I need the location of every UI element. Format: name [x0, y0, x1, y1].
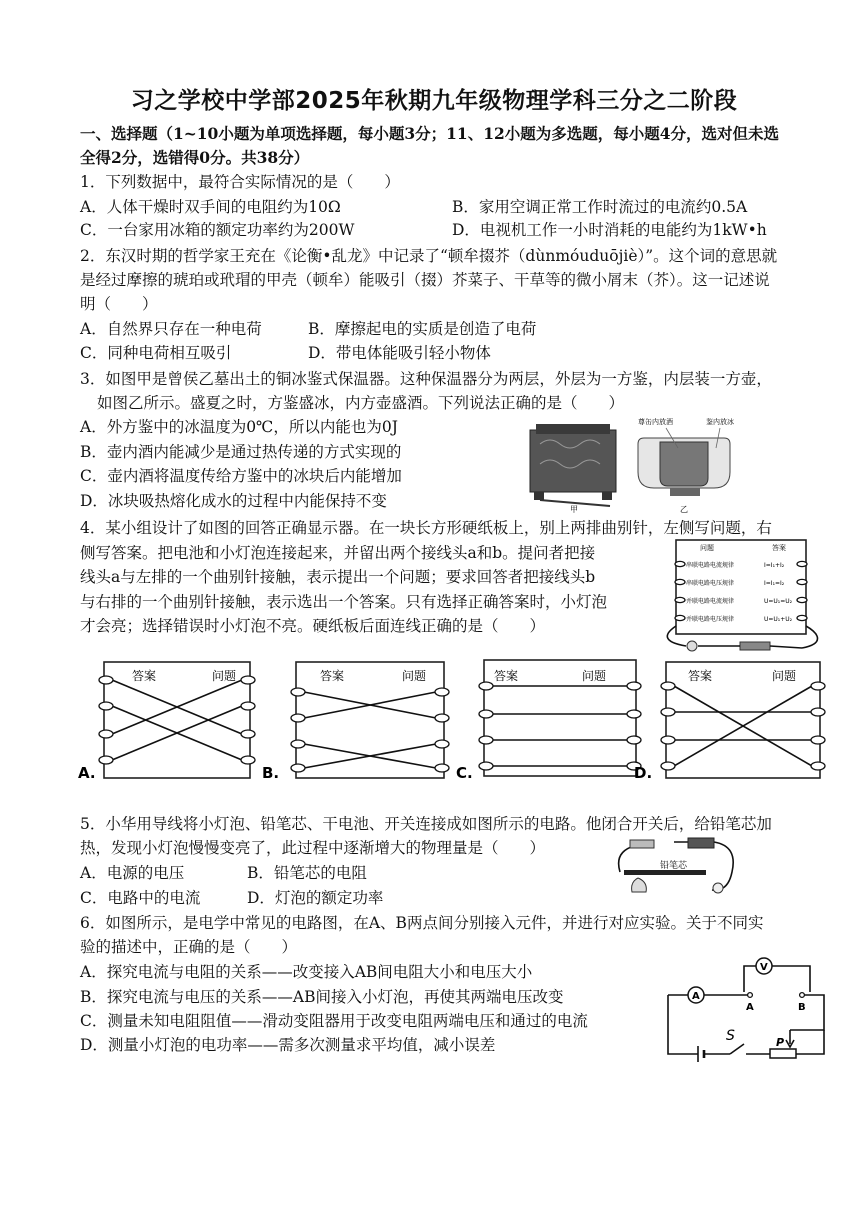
q4-answer-board	[660, 538, 840, 660]
q2-stem-line3: 明（ ）	[80, 295, 158, 313]
q4-stem-line3: 线头a与左排的一个曲别针接触，表示提出一个问题；要求回答者把接线头b	[80, 568, 596, 586]
board-question-4: 并联电路电压规律	[686, 616, 735, 623]
flame-icon	[632, 878, 647, 892]
left-clip-4	[291, 764, 305, 772]
q1-stem: 1．下列数据中，最符合实际情况的是（ ）	[80, 173, 400, 191]
bronze-vessel-photo	[530, 424, 616, 506]
answer-column-header: 答案	[320, 669, 345, 683]
q4-stem-line2: 侧写答案。把电池和小灯泡连接起来，并留出两个接线头a和b。提问者把接	[80, 544, 596, 562]
q5-figure	[604, 832, 744, 898]
right-clip-4	[241, 756, 255, 764]
board-answer-1: I=I₁+I₂	[764, 562, 785, 569]
page-title: 习之学校中学部2025年秋期九年级物理学科三分之二阶段	[130, 88, 738, 114]
right-clip-1	[435, 688, 449, 696]
left-clip-1	[99, 676, 113, 684]
right-clip-2	[241, 702, 255, 710]
left-clip-4	[479, 762, 493, 770]
right-clip-2	[811, 708, 825, 716]
right-clip-4	[811, 762, 825, 770]
q5-option-c: C．电路中的电流	[80, 889, 201, 907]
terminal-b	[800, 993, 805, 998]
question-column-header: 问题	[212, 669, 237, 683]
answer-column-header: 答案	[688, 669, 713, 683]
left-clip-2	[479, 710, 493, 718]
left-clip-3	[291, 740, 305, 748]
bulb-icon	[713, 883, 723, 893]
fig-note-ice: 鉴内放冰	[706, 418, 734, 426]
q3-option-c: C．壶内酒将温度传给方鉴中的冰块后内能增加	[80, 467, 402, 485]
switch-icon	[630, 840, 654, 848]
right-clip-4	[435, 764, 449, 772]
left-clip-3	[661, 736, 675, 744]
q4-stem-line1: 4．某小组设计了如图的回答正确显示器。在一块长方形硬纸板上，别上两排曲别针，左侧写问题，右	[80, 519, 772, 537]
answer-column-header: 答案	[132, 669, 157, 683]
question-column-header: 问题	[772, 669, 797, 683]
q2-option-b: B．摩擦起电的实质是创造了电荷	[308, 320, 537, 338]
voltmeter-label: V	[760, 962, 768, 973]
section-heading-cont: 全得2分，选错得0分。共38分）	[80, 148, 310, 167]
section-heading: 一、选择题（1~10小题为单项选择题，每小题3分；11、12小题为多选题，每小题4分，选对但未选	[80, 124, 780, 143]
right-clip-3	[797, 597, 807, 602]
q5-option-b: B．铅笔芯的电阻	[247, 864, 367, 882]
left-clip-4	[99, 756, 113, 764]
left-clip-2	[291, 714, 305, 722]
point-a-label: A	[746, 1002, 754, 1013]
board-answer-2: I=I₁=I₂	[764, 580, 785, 587]
question-column-header: 问题	[402, 669, 427, 683]
q5-stem-line2: 热，发现小灯泡慢慢变亮了，此过程中逐渐增大的物理量是（ ）	[80, 839, 546, 857]
q3-option-a: A．外方鉴中的冰温度为0℃，所以内能也为0J	[80, 418, 398, 436]
q1-option-d: D．电视机工作一小时消耗的电能约为1kW•h	[452, 221, 767, 239]
fig-label-yi: 乙	[680, 505, 688, 514]
q1-option-a: A．人体干燥时双手间的电阻约为10Ω	[80, 198, 341, 216]
q4-option-label-d: D.	[634, 764, 653, 782]
q6-stem-line1: 6．如图所示，是电学中常见的电路图，在A、B两点间分别接入元件，并进行对应实验。关于不同实	[80, 914, 764, 932]
q4-options	[0, 650, 868, 790]
vessel-cross-section	[638, 428, 730, 496]
q2-option-c: C．同种电荷相互吸引	[80, 344, 232, 362]
right-clip-3	[811, 736, 825, 744]
q2-option-a: A．自然界只存在一种电荷	[80, 320, 262, 338]
q2-stem-line1: 2．东汉时期的哲学家王充在《论衡•乱龙》中记录了“顿牟掇芥（dùnmóuduōjiè）”。这个词的意思就	[80, 247, 778, 265]
q2-option-d: D．带电体能吸引轻小物体	[308, 344, 491, 362]
slider-label: P	[776, 1036, 785, 1049]
left-clip-3	[99, 730, 113, 738]
left-clip-3	[675, 597, 685, 602]
left-clip-4	[675, 615, 685, 620]
right-clip-1	[797, 561, 807, 566]
q4-option-c-diagram	[456, 660, 641, 782]
left-clip-3	[479, 736, 493, 744]
board-question-3: 并联电路电流规律	[686, 598, 735, 605]
fig-note-wine: 尊缶内放酒	[638, 418, 673, 426]
right-clip-4	[797, 615, 807, 620]
left-clip-2	[99, 702, 113, 710]
q1-option-b: B．家用空调正常工作时流过的电流约0.5A	[452, 198, 748, 216]
q2-stem-line2: 是经过摩擦的琥珀或玳瑁的甲壳（顿牟）能吸引（掇）芥菜子、干草等的微小屑末（芥）。这一记述说	[80, 271, 770, 289]
q4-option-b-diagram	[262, 662, 449, 782]
q4-stem-line5: 才会亮；选择错误时小灯泡不亮。硬纸板后面连线正确的是（ ）	[80, 617, 546, 635]
q1-option-c: C．一台家用冰箱的额定功率约为200W	[80, 221, 355, 239]
slider-arrow	[786, 1030, 794, 1047]
switch-label: S	[726, 1028, 735, 1044]
fig-label-jia: 甲	[570, 505, 578, 514]
q3-figure	[520, 414, 770, 514]
q4-stem-line4: 与右排的一个曲别针接触，表示选出一个答案。只有选择正确答案时，小灯泡	[80, 593, 608, 611]
rheostat-icon	[770, 1049, 796, 1058]
q6-stem-line2: 验的描述中，正确的是（ ）	[80, 938, 298, 956]
pencil-lead-label: 铅笔芯	[660, 861, 688, 871]
board-question-1: 串联电路电流规律	[686, 562, 735, 569]
q6-option-b: B．探究电流与电压的关系——AB间接入小灯泡，再使其两端电压改变	[80, 988, 564, 1006]
left-clip-4	[661, 762, 675, 770]
q4-options-svg	[0, 650, 868, 790]
q4-option-a-diagram	[78, 662, 255, 782]
q4-option-label-b: B.	[262, 764, 280, 782]
question-column-header: 问题	[582, 669, 607, 683]
ammeter-label: A	[692, 991, 700, 1002]
q4-option-label-a: A.	[78, 764, 96, 782]
right-clip-1	[627, 682, 641, 690]
point-b-label: B	[798, 1002, 806, 1013]
right-clip-2	[435, 714, 449, 722]
board-question-2: 串联电路电压规律	[686, 580, 735, 587]
right-clip-3	[627, 736, 641, 744]
battery-icon	[688, 838, 714, 848]
board-answer-3: U=U₁=U₂	[764, 598, 793, 605]
switch-icon	[730, 1044, 744, 1054]
left-clip-2	[661, 708, 675, 716]
q6-circuit-diagram	[660, 952, 836, 1062]
q3-stem-line2: 如图乙所示。盛夏之时，方鉴盛冰，内方壶盛酒。下列说法正确的是（ ）	[97, 394, 625, 412]
right-clip-1	[241, 676, 255, 684]
board-header-answer: 答案	[772, 544, 786, 552]
q6-option-a: A．探究电流与电阻的关系——改变接入AB间电阻大小和电压大小	[80, 963, 533, 981]
right-clip-1	[811, 682, 825, 690]
right-clip-3	[435, 740, 449, 748]
left-clip-1	[479, 682, 493, 690]
q6-option-d: D．测量小灯泡的电功率——需多次测量求平均值，减小误差	[80, 1036, 496, 1054]
left-clip-2	[675, 579, 685, 584]
q3-option-b: B．壶内酒内能减少是通过热传递的方式实现的	[80, 443, 402, 461]
q5-stem-line1: 5．小华用导线将小灯泡、铅笔芯、干电池、开关连接成如图所示的电路。他闭合开关后，给铅笔芯加	[80, 815, 772, 833]
q4-option-d-diagram	[634, 662, 825, 782]
q5-option-a: A．电源的电压	[80, 864, 185, 882]
right-clip-2	[797, 579, 807, 584]
left-clip-1	[291, 688, 305, 696]
q5-option-d: D．灯泡的额定功率	[247, 889, 384, 907]
board-answer-4: U=U₁+U₂	[764, 616, 793, 623]
board-header-question: 问题	[700, 544, 714, 552]
q4-option-label-c: C.	[456, 764, 473, 782]
left-clip-1	[675, 561, 685, 566]
battery-icon	[740, 642, 770, 650]
terminal-a	[748, 993, 753, 998]
right-clip-2	[627, 710, 641, 718]
left-clip-1	[661, 682, 675, 690]
q3-option-d: D．冰块吸热熔化成水的过程中内能保持不变	[80, 492, 387, 510]
q3-stem-line1: 3．如图甲是曾侯乙墓出土的铜冰鉴式保温器。这种保温器分为两层，外层为一方鉴，内层装一方壶，	[80, 370, 772, 388]
right-clip-3	[241, 730, 255, 738]
q6-option-c: C．测量未知电阻阻值——滑动变阻器用于改变电阻两端电压和通过的电流	[80, 1012, 588, 1030]
answer-column-header: 答案	[494, 669, 519, 683]
